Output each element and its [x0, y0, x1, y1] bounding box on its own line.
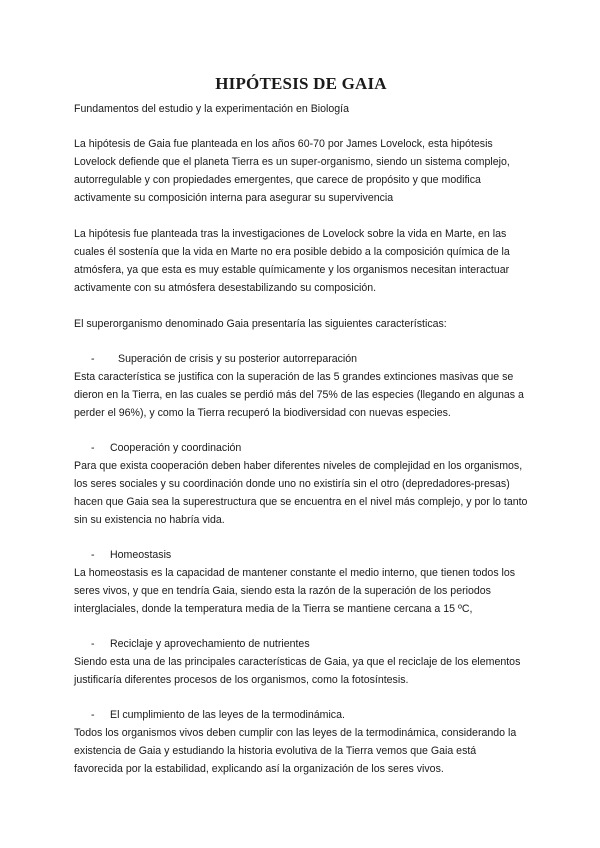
characteristic-heading-text: El cumplimiento de las leyes de la termodinámica.: [110, 709, 345, 721]
characteristic-heading-1: [74, 350, 528, 368]
characteristic-heading-3: [74, 546, 528, 564]
bullet-marker: -: [91, 638, 95, 650]
document-title: HIPÓTESIS DE GAIA: [215, 74, 387, 93]
characteristic-heading-2: [74, 439, 528, 457]
characteristic-heading-text: Homeostasis: [110, 549, 172, 561]
characteristic-heading-text: Cooperación y coordinación: [110, 442, 242, 454]
characteristic-text-3: La homeostasis es la capacidad de mantener constante el medio interno, que tienen todos los seres vivos, y que en tendría Gaia, siendo esta la razón de la superación de los periodos interglaciales, donde la temperatura media de la Tierra se mantiene cercana a 15 ºC,: [74, 567, 516, 615]
characteristic-text-5: Todos los organismos vivos deben cumplir con las leyes de la termodinámica, considerando la existencia de Gaia y estudiando la historia evolutiva de la Tierra vemos que Gaia está favorecida por la estabilidad, explicando así la organización de los seres vivos.: [74, 727, 517, 775]
bullet-marker: -: [91, 442, 95, 454]
characteristic-text-1: Esta característica se justifica con la superación de las 5 grandes extinciones masivas que se dieron en la Tierra, en las cuales se perdió más del 75% de las especies (llegando en algunas a perder el 96%), y como la Tierra recuperó la biodiversidad con nuevas especies.: [74, 371, 524, 419]
bullet-marker: -: [91, 549, 95, 561]
characteristic-heading-text: Reciclaje y aprovechamiento de nutrientes: [110, 638, 310, 650]
characteristic-text-4: Siendo esta una de las principales características de Gaia, ya que el reciclaje de los elementos justificaría diferentes procesos de los organismos, como la fotosíntesis.: [74, 656, 521, 686]
intro-paragraph-1: La hipótesis de Gaia fue planteada en los años 60-70 por James Lovelock, esta hipótesis Lovelock defiende que el planeta Tierra es un super-organismo, siendo un sistema complejo, autorregulable y con propiedades emergentes, que carece de propósito y que modifica activamente su composición interna para asegurar su supervivencia: [74, 138, 510, 204]
bullet-marker: -: [91, 353, 95, 365]
characteristic-heading-5: [74, 706, 528, 724]
document-subtitle: Fundamentos del estudio y la experimentación en Biología: [74, 103, 350, 115]
characteristic-text-2: Para que exista cooperación deben haber diferentes niveles de complejidad en los organismos, los seres sociales y su coordinación donde uno no existiría sin el otro (depredadores-presas) hacen que Gaia sea la superestructura que se encuentra en el nivel más complejo, y por lo tanto sin su existencia no habría vida.: [74, 460, 528, 526]
intro-paragraph-3: El superorganismo denominado Gaia presentaría las siguientes características:: [74, 318, 447, 330]
characteristic-heading-4: [74, 635, 528, 653]
characteristic-heading-text: Superación de crisis y su posterior autorreparación: [118, 353, 358, 365]
intro-paragraph-2: La hipótesis fue planteada tras la investigaciones de Lovelock sobre la vida en Marte, en las cuales él sostenía que la vida en Marte no era posible debido a la composición química de la atmósfera, ya que esta es muy estable químicamente y los organismos necesitan interactuar activamente con su atmósfera desestabilizando su composición.: [74, 228, 510, 294]
bullet-marker: -: [91, 709, 95, 721]
